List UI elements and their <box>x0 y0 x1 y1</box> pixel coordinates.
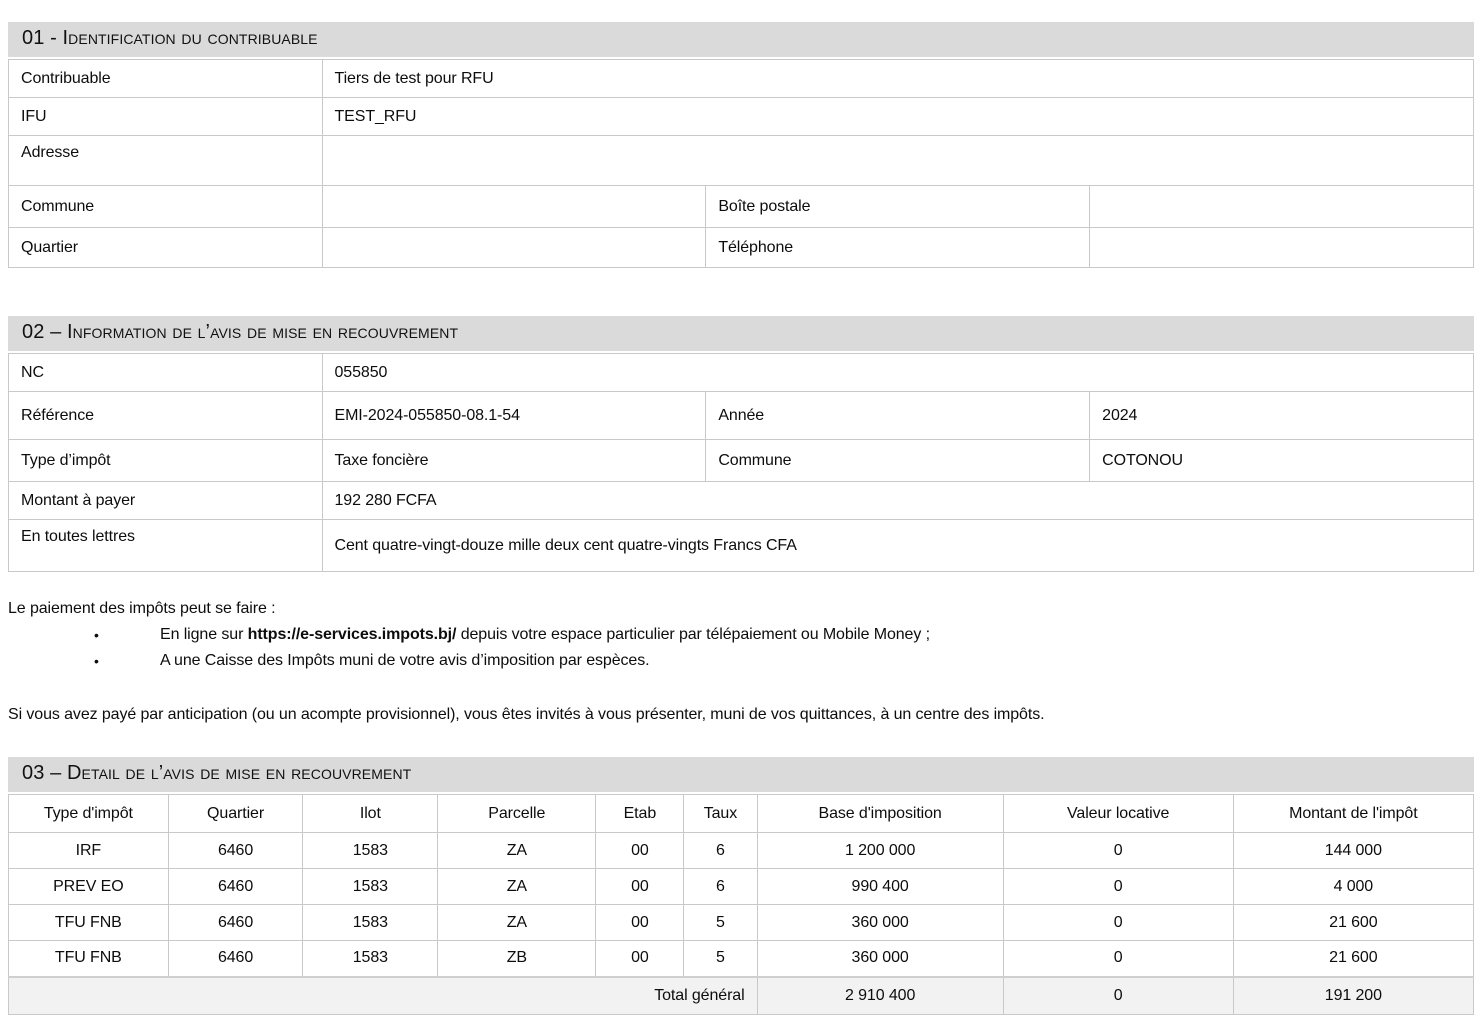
cell: 1583 <box>303 869 438 905</box>
commune-avis-label: Commune <box>706 440 1090 482</box>
reference-label: Référence <box>9 392 323 440</box>
en-toutes-lettres-label: En toutes lettres <box>9 520 323 572</box>
cell: 6460 <box>168 941 303 977</box>
col-header-valeur-locative: Valeur locative <box>1003 795 1233 833</box>
cell: 6460 <box>168 833 303 869</box>
cell: 360 000 <box>757 905 1003 941</box>
list-item-online <box>94 622 1474 648</box>
table-row <box>9 354 1474 392</box>
boite-postale-label: Boîte postale <box>706 186 1090 228</box>
montant-label: Montant à payer <box>9 482 323 520</box>
bullet-icon: • <box>94 653 99 669</box>
cell: 6 <box>684 833 757 869</box>
section-avis-information <box>8 316 1474 572</box>
commune-avis-value: COTONOU <box>1090 440 1474 482</box>
cell: 4 000 <box>1233 869 1473 905</box>
cell: ZA <box>438 869 596 905</box>
cell: 00 <box>596 833 684 869</box>
cell: ZA <box>438 833 596 869</box>
list-item-caisse <box>94 648 1474 674</box>
cell: ZB <box>438 941 596 977</box>
anticipation-note: Si vous avez payé par anticipation (ou un acompte provisionnel), vous êtes invités à vous présenter, muni de vos quittances, à un centre des impôts. <box>8 706 1045 723</box>
caisse-text: A une Caisse des Impôts muni de votre avis d’imposition par espèces. <box>160 652 650 669</box>
ifu-value: TEST_RFU <box>322 98 1474 136</box>
cell: 6460 <box>168 905 303 941</box>
section-02-header: 02 – Information de l’avis de mise en recouvrement <box>8 316 1474 351</box>
nc-label: NC <box>9 354 323 392</box>
cell: 0 <box>1003 905 1233 941</box>
cell: ZA <box>438 905 596 941</box>
ifu-label: IFU <box>9 98 323 136</box>
table-row <box>9 60 1474 98</box>
cell: 5 <box>684 905 757 941</box>
contribuable-label: Contribuable <box>9 60 323 98</box>
cell: 5 <box>684 941 757 977</box>
montant-value: 192 280 FCFA <box>322 482 1474 520</box>
table-row <box>9 905 1474 941</box>
telephone-value <box>1090 228 1474 268</box>
e-services-link[interactable]: https://e-services.impots.bj/ <box>247 626 457 643</box>
cell: 0 <box>1003 941 1233 977</box>
table-row <box>9 186 1474 228</box>
total-label: Total général <box>9 977 758 1015</box>
quartier-value <box>322 228 706 268</box>
adresse-label: Adresse <box>9 136 323 186</box>
cell: 1583 <box>303 905 438 941</box>
col-header-taux: Taux <box>684 795 757 833</box>
avis-info-table <box>8 353 1474 572</box>
col-header-base: Base d'imposition <box>757 795 1003 833</box>
nc-value: 055850 <box>322 354 1474 392</box>
telephone-label: Téléphone <box>706 228 1090 268</box>
cell: TFU FNB <box>9 941 169 977</box>
detail-header-row <box>9 795 1474 833</box>
bullet-icon: • <box>94 627 99 643</box>
cell: 21 600 <box>1233 905 1473 941</box>
cell: 6 <box>684 869 757 905</box>
section-01-header: 01 - Identification du contribuable <box>8 22 1474 57</box>
online-pre-text: En ligne sur <box>160 626 248 643</box>
en-toutes-lettres-value: Cent quatre-vingt-douze mille deux cent quatre-vingts Francs CFA <box>322 520 1474 572</box>
cell: 00 <box>596 941 684 977</box>
payment-options-list <box>94 622 1474 674</box>
total-montant: 191 200 <box>1233 977 1473 1015</box>
table-row <box>9 392 1474 440</box>
cell: 0 <box>1003 833 1233 869</box>
annee-label: Année <box>706 392 1090 440</box>
cell: 1583 <box>303 833 438 869</box>
col-header-montant: Montant de l'impôt <box>1233 795 1473 833</box>
boite-postale-value <box>1090 186 1474 228</box>
table-row <box>9 482 1474 520</box>
table-row <box>9 833 1474 869</box>
table-row <box>9 98 1474 136</box>
table-row <box>9 136 1474 186</box>
section-gap <box>8 268 1474 316</box>
col-header-ilot: Ilot <box>303 795 438 833</box>
annee-value: 2024 <box>1090 392 1474 440</box>
cell: IRF <box>9 833 169 869</box>
table-row <box>9 520 1474 572</box>
identification-table <box>8 59 1474 268</box>
cell: 990 400 <box>757 869 1003 905</box>
table-row <box>9 228 1474 268</box>
detail-table <box>8 794 1474 1015</box>
payment-intro: Le paiement des impôts peut se faire : <box>8 600 276 617</box>
cell: PREV EO <box>9 869 169 905</box>
cell: 6460 <box>168 869 303 905</box>
cell: TFU FNB <box>9 905 169 941</box>
col-header-parcelle: Parcelle <box>438 795 596 833</box>
cell: 360 000 <box>757 941 1003 977</box>
col-header-type-impot: Type d'impôt <box>9 795 169 833</box>
section-identification <box>8 22 1474 268</box>
quartier-label: Quartier <box>9 228 323 268</box>
commune-label: Commune <box>9 186 323 228</box>
total-valeur-locative: 0 <box>1003 977 1233 1015</box>
table-row <box>9 941 1474 977</box>
section-03-header: 03 – Detail de l’avis de mise en recouvrement <box>8 757 1474 792</box>
table-row <box>9 440 1474 482</box>
reference-value: EMI-2024-055850-08.1-54 <box>322 392 706 440</box>
commune-value <box>322 186 706 228</box>
cell: 0 <box>1003 869 1233 905</box>
online-post-text: depuis votre espace particulier par télépaiement ou Mobile Money ; <box>456 626 930 643</box>
total-base: 2 910 400 <box>757 977 1003 1015</box>
type-impot-label: Type d’impôt <box>9 440 323 482</box>
cell: 1 200 000 <box>757 833 1003 869</box>
table-row <box>9 869 1474 905</box>
cell: 00 <box>596 905 684 941</box>
col-header-quartier: Quartier <box>168 795 303 833</box>
cell: 1583 <box>303 941 438 977</box>
cell: 00 <box>596 869 684 905</box>
adresse-value <box>322 136 1474 186</box>
section-avis-detail <box>8 757 1474 1015</box>
type-impot-value: Taxe foncière <box>322 440 706 482</box>
total-row <box>9 977 1474 1015</box>
cell: 144 000 <box>1233 833 1473 869</box>
contribuable-value: Tiers de test pour RFU <box>322 60 1474 98</box>
col-header-etab: Etab <box>596 795 684 833</box>
cell: 21 600 <box>1233 941 1473 977</box>
